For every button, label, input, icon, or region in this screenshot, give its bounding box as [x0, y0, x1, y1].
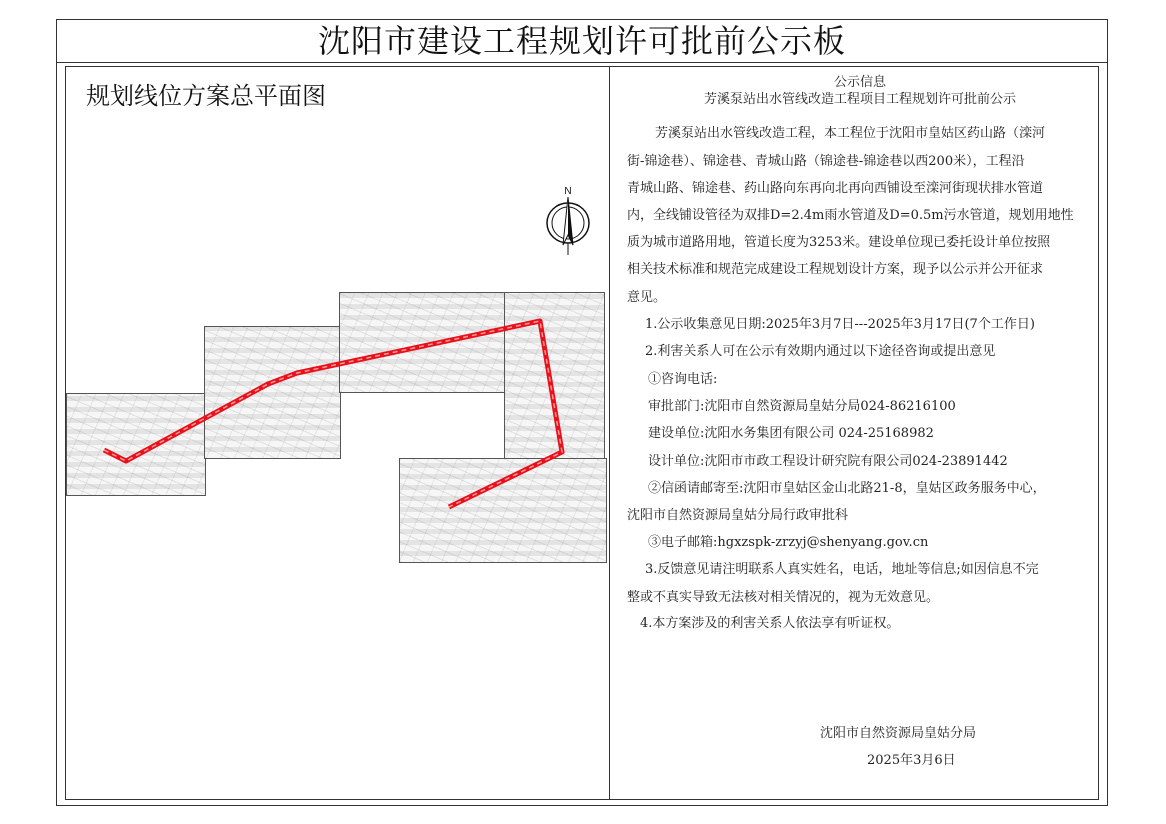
map-title: 规划线位方案总平面图 [86, 82, 326, 110]
panel-divider [609, 66, 610, 800]
issuer-name: 沈阳市自然资源局皇姑分局 [820, 726, 977, 741]
notice-item-3-line-2: 整或不真实导致无法核对相关情况的，视为无效意见。 [627, 590, 940, 605]
intro-line-1: 芳溪泵站出水管线改造工程，本工程位于沈阳市皇姑区药山路（滦河 [655, 126, 1046, 141]
compass-label: N [564, 186, 572, 197]
email-line: ③电子邮箱:hgxzspk-zrzyj@shenyang.gov.cn [648, 535, 929, 550]
map-tile-3 [339, 292, 505, 393]
issue-date: 2025年3月6日 [867, 753, 956, 768]
intro-line-7: 意见。 [627, 290, 667, 305]
map-tile-1 [66, 393, 206, 496]
notice-item-4: 4.本方案涉及的利害关系人依法享有听证权。 [640, 616, 900, 631]
mail-address-1: ②信函请邮寄至:沈阳市皇姑区金山北路21-8，皇姑区政务服务中心， [648, 481, 1046, 496]
contact-designer: 设计单位:沈阳市市政工程设计研究院有限公司024-23891442 [648, 454, 1008, 469]
mail-address-2: 沈阳市自然资源局皇姑分局行政审批科 [627, 508, 849, 523]
map-tile-5 [399, 458, 607, 563]
intro-line-2: 街-锦途巷）、锦途巷、青城山路（锦途巷-锦途巷以西200米），工程沿 [627, 154, 1025, 169]
map-tile-4 [504, 292, 605, 460]
intro-line-3: 青城山路、锦途巷、药山路向东再向北再向西铺设至滦河街现状排水管道 [627, 181, 1044, 196]
intro-line-5: 质为城市道路用地，管道长度为3253米。建设单位现已委托设计单位按照 [627, 235, 1051, 250]
contact-builder: 建设单位:沈阳水务集团有限公司 024-25168982 [648, 426, 934, 441]
notice-subheading: 芳溪泵站出水管线改造工程项目工程规划许可批前公示 [703, 92, 1016, 107]
phone-label: ①咨询电话: [648, 372, 718, 387]
intro-line-6: 相关技术标准和规范完成建设工程规划设计方案，现予以公示并公开征求 [627, 262, 1044, 277]
board-title: 沈阳市建设工程规划许可批前公示板 [317, 22, 846, 60]
notice-panel [620, 74, 1100, 108]
notice-item-1: 1.公示收集意见日期:2025年3月7日---2025年3月17日(7个工作日) [645, 317, 1035, 332]
notice-heading: 公示信息 [833, 75, 886, 90]
map-tile-2 [204, 326, 341, 459]
contact-review-dept: 审批部门:沈阳市自然资源局皇姑分局024-86216100 [648, 399, 956, 414]
intro-line-4: 内，全线铺设管径为双排D=2.4m雨水管道及D=0.5m污水管道，规划用地性 [627, 208, 1074, 223]
notice-item-2: 2.利害关系人可在公示有效期内通过以下途径咨询或提出意见 [645, 344, 996, 359]
title-divider [57, 62, 1107, 63]
north-arrow-icon [544, 185, 592, 257]
notice-item-3-line-1: 3.反馈意见请注明联系人真实姓名，电话，地址等信息;如因信息不完 [645, 562, 1039, 577]
